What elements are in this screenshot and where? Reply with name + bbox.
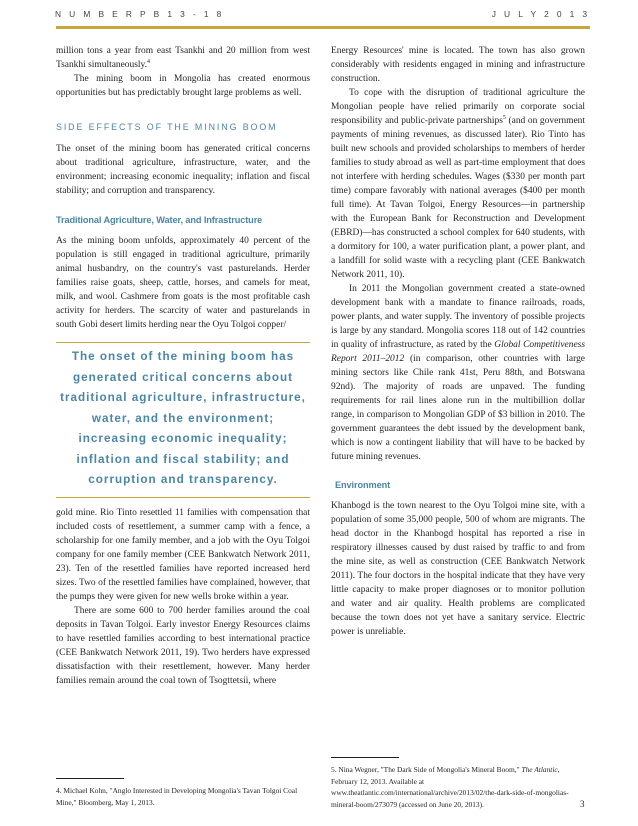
paragraph: As the mining boom unfolds, approximately 40 percent of the population is still engaged in traditional agriculture, primarily animal husbandry, on the country's vast pasturelands. Herder families raise goats, sheep, cattle, horses, and camels for meat, milk, and wool. Cashmere from goats is the most profitable cash activity for herders. The scarcity of water and pasturelands in south Gobi desert limits herding near the Oyu Tolgoi copper/: [56, 236, 310, 330]
paragraph: The mining boom in Mongolia has created enormous opportunities but has predictably brought large problems as well.: [56, 74, 310, 98]
paragraph: In 2011 the Mongolian government created a state-owned development bank with a mandate to finance railroads, roads, power plants, and water supply. The inventory of possible projects is large by any standard. Mongolia scores 118 out of 142 countries in quality of infrastructure, as rated by the Global Competitiveness Report 2011–2012 (in comparison, other countries with large mining sectors like Chile rank 41st, Peru 88th, and Botswana 92nd). The majority of roads are unpaved. The funding requirements for rail lines alone run in the multibillion dollar range, in comparison to Mongolian GDP of $3 billion in 2010. The government guarantees the debt issued by the development bank, which is now a contingent liability that will have to be backed by future mining revenues.: [331, 284, 585, 462]
subsection-heading: Traditional Agriculture, Water, and Infrastructure: [56, 215, 263, 225]
paragraph: Energy Resources' mine is located. The town has also grown considerably with residents engaged in mining and infrastructure construction.: [331, 46, 585, 84]
footnote-area-right: [331, 757, 587, 810]
paragraph: The onset of the mining boom has generated critical concerns about traditional agriculture, infrastructure, water, and the environment; increasing economic inequality; inflation and fiscal stability; and corruption and transparency.: [56, 144, 310, 196]
report-number: N U M B E R P B 1 3 - 1 8: [55, 9, 225, 19]
page-number: 3: [580, 799, 585, 809]
right-column: [331, 44, 585, 639]
footnote: 4. Michael Kohn, "Anglo Interested in Developing Mongolia's Tavan Tolgoi Coal Mine," Bloomberg, May 1, 2013.: [56, 786, 298, 807]
footnote-area-left: [56, 778, 312, 808]
footnote-rule: [56, 778, 124, 779]
report-date: J U L Y 2 0 1 3: [491, 9, 590, 19]
footnote-rule: [331, 757, 399, 758]
pull-quote: The onset of the mining boom has generated critical concerns about traditional agriculture, infrastructure, water, and the environment; increasing economic inequality; inflation and fiscal stability; and corruption and transparency.: [56, 342, 310, 498]
paragraph: million tons a year from east Tsankhi and 20 million from west Tsankhi simultaneously.$^4$: [56, 46, 310, 70]
paragraph: Khanbogd is the town nearest to the Oyu Tolgoi mine site, with a population of some 35,000 people, 500 of whom are migrants. The head doctor in the Khanbogd hospital has reported a rise in respiratory illnesses caused by dust raised by traffic to and from the mine site, as well as construction (CEE Bankwatch Network 2011). The four doctors in the hospital indicate that they have very little capacity to make proper diagnoses or to monitor pollution and water and air quality. Health problems are complicated because the town does not yet have a sanitary service. Electric power is unreliable.: [331, 501, 585, 637]
left-column: [56, 44, 310, 688]
footnote: 5. Nina Wegner, "The Dark Side of Mongolia's Mineral Boom," The Atlantic, February 12, 2013. Available at www.theatlantic.com/international/archive/2013/02/the-dark-side-of-mongolias-mineral-boom/273079 (accessed on June 20, 2013).: [331, 765, 569, 809]
header-rule: [56, 26, 590, 29]
paragraph: To cope with the disruption of traditional agriculture the Mongolian people have relied primarily on corporate social responsibility and public-private partnerships$^5$ (and on government payments of mining revenues, as discussed later). Rio Tinto has built new schools and provided scholarships to members of herder families to study abroad as well as part-time employment that does not interfere with herding schedules. Wages ($330 per month part time) compare favorably with national averages ($400 per month full time). At Tavan Tolgoi, Energy Resources—in partnership with the European Bank for Reconstruction and Development (EBRD)—has constructed a school complex for 640 students, with a dormitory for 100, a water purification plant, a power plant, and a landfill for solid waste with a recycling plant (CEE Bankwatch Network 2011, 10).: [331, 88, 585, 280]
paragraph: gold mine. Rio Tinto resettled 11 families with compensation that included costs of resettlement, a summer camp with a fence, a scholarship for one family member, and a job with the Oyu Tolgoi company for one family member (CEE Bankwatch Network 2011, 23). Ten of the resettled families have reported increased herd sizes. Two of the resettled families have complained, however, that the pumps they were given for new wells broke within a year.: [56, 507, 310, 602]
section-heading: SIDE EFFECTS OF THE MINING BOOM: [56, 122, 278, 132]
subsection-heading: Environment: [335, 480, 391, 490]
report-title: Global Competitiveness Report 2011–2012: [331, 340, 585, 364]
footnote-ref[interactable]: 4: [147, 58, 150, 65]
footnote-ref[interactable]: 5: [502, 114, 506, 121]
paragraph: There are some 600 to 700 herder families around the coal deposits in Tavan Tolgoi. Early investor Energy Resources claims to have resettled families according to best international practice (CEE Bankwatch Network 2011, 19). Two herders have expressed dissatisfaction with their resettlement, however. Many herder families remain around the coal town of Tsogttetsii, where: [56, 605, 310, 686]
